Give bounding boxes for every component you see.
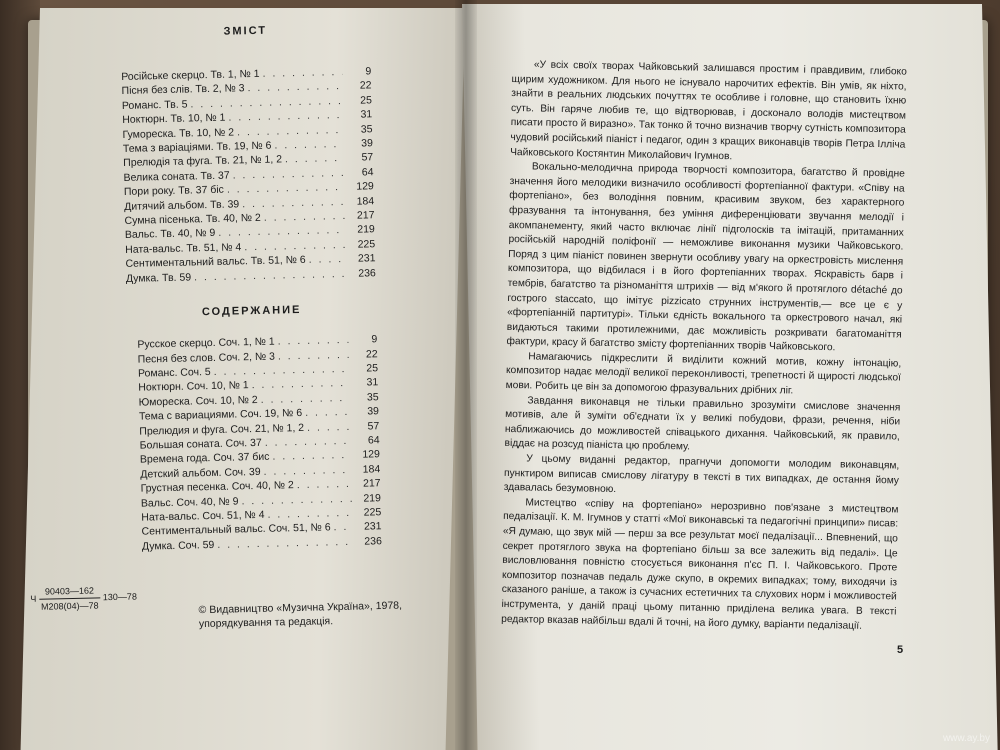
toc-list-ru xyxy=(137,332,382,553)
body-paragraph: Мистецтво «співу на фортепіано» нерозривно пов'язане з мистецтвом педалізації. К. М. Ігумнов у статті «Мої виконавські та педагогічні принципи» писав: «Я думаю, що звук мій — перш за все результат моєї педалізації... Впевнений, що секрет протяглого звука на фортепіано більш за все залежить від педалі». Це висловлювання повністю стосується виконання п'єс П. І. Чайковського. Проте композитор позначав педаль дуже скупо, в окремих випадках; тому, виходячи із сказаного раніше, а також із сучасних естетичних та слухових норм і можливостей інструмента, у даній праці цьому питанню приділена велика увага. В тексті редактор вказав найбільш вдалі й точні, на його думку, варіанти педалізації. xyxy=(501,497,899,632)
toc-entry-page: 236 xyxy=(364,534,383,548)
body-paragraph: Завдання виконавця не тільки правильно зрозуміти смислове значення мотивів, але й зуміти об'єднати їх у великі побудови, фрази, речення, ніби наближаючись до можливостей співацького дихання. Чайковський, як правило, віддає на розсуд піаніста цю проблему. xyxy=(504,395,901,453)
toc-leader-dots xyxy=(278,333,349,349)
toc-entry-title: Романс. Соч. 5 xyxy=(137,365,211,380)
toc-list-uk xyxy=(121,64,376,286)
catalog-suffix: 130—78 xyxy=(102,591,137,603)
toc-entry-page: 217 xyxy=(356,209,375,222)
toc-entry-title: Дитячий альбом. Тв. 39 xyxy=(124,198,240,213)
toc-leader-dots xyxy=(274,137,344,153)
toc-entry-page: 231 xyxy=(363,520,382,533)
toc-entry-page: 184 xyxy=(362,462,381,476)
toc-entry-title: Гумореска. Тв. 10, № 2 xyxy=(122,126,235,141)
watermark: www.ay.by xyxy=(942,733,990,744)
toc-entry-title: Тема с вариациями. Соч. 19, № 6 xyxy=(138,407,303,423)
catalog-denominator: М208(04)—78 xyxy=(40,600,99,612)
toc-entry-title: Думка. Тв. 59 xyxy=(125,271,192,285)
toc-leader-dots xyxy=(309,252,347,267)
publisher-notice xyxy=(198,598,439,631)
toc-entry-title: Ната-вальс. Соч. 51, № 4 xyxy=(141,508,265,524)
toc-entry-title: Сентиментальный вальс. Соч. 51, № 6 xyxy=(141,521,331,539)
toc-entry-title: Романс. Тв. 5 xyxy=(121,98,188,112)
toc-leader-dots xyxy=(194,267,347,285)
toc-leader-dots xyxy=(285,151,345,167)
body-paragraph: «У всіх своїх творах Чайковський залишався простим і правдивим, глибоко щирим художником. Для нього не існувало нарочитих ефектів. Він умів, як ніхто, знайти в реальних людських почуттях те особливе і головне, що становить їхню суть. Він гаряче любив те, що відтворював, і досконало володів мистецтвом писати просто й виразно». Так тонко й точно визначив творчу сутність композитора чудовий російський піаніст і педагог, один з кращих виконавців творів Петра Ілліча Чайковського Костянтин Миколайович Ігумнов. xyxy=(510,59,907,162)
toc-entry-page: 39 xyxy=(367,405,380,418)
toc-entry-title: Большая соната. Соч. 37 xyxy=(139,436,262,452)
toc-heading-ru: СОДЕРЖАНИЕ xyxy=(201,304,302,319)
body-paragraph: Намагаючись підкреслити й виділити кожний мотив, кожну інтонацію, композитор надає мелодії великої переконливості, трепетності й щирості людської мови. Робить це він за допомогою фразувальних дрібних ліг. xyxy=(505,351,902,397)
catalog-code xyxy=(30,582,161,614)
toc-entry-title: Песня без слов. Соч. 2, № 3 xyxy=(137,350,276,366)
toc-entry-page: 9 xyxy=(365,65,372,78)
toc-entry-title: Сентиментальний вальс. Тв. 51, № 6 xyxy=(125,254,306,271)
toc-leader-dots xyxy=(307,419,351,434)
catalog-numerator: 90403—162 xyxy=(39,583,101,599)
toc-entry-page: 35 xyxy=(360,122,373,136)
toc-entry-page: 22 xyxy=(359,79,372,92)
toc-entry-title: Детский альбом. Соч. 39 xyxy=(140,465,261,481)
toc-entry-page: 129 xyxy=(356,180,374,193)
toc-entry-page: 64 xyxy=(361,166,374,179)
toc-entry-page: 184 xyxy=(356,194,375,208)
toc-entry-page: 219 xyxy=(363,491,382,505)
toc-entry-title: Ната-вальс. Тв. 51, № 4 xyxy=(125,241,242,256)
toc-entry-title: Сумна пісенька. Тв. 40, № 2 xyxy=(124,211,261,228)
right-page-body xyxy=(501,58,907,635)
toc-entry-title: Пори року. Тв. 37 біс xyxy=(123,183,225,199)
toc-entry-page: 57 xyxy=(367,419,380,433)
toc-entry-page: 39 xyxy=(361,137,373,150)
toc-entry-page: 57 xyxy=(361,151,374,164)
toc-entry-page: 225 xyxy=(357,238,376,251)
toc-entry-title: Русское скерцо. Соч. 1, № 1 xyxy=(137,335,275,351)
toc-entry-page: 22 xyxy=(365,347,378,361)
toc-entry-page: 25 xyxy=(360,94,373,107)
catalog-letter: Ч xyxy=(30,593,37,604)
toc-entry-title: Ноктюрн. Тв. 10, № 1 xyxy=(122,111,226,127)
toc-entry-title: Російське скерцо. Тв. 1, № 1 xyxy=(121,67,260,83)
toc-entry-title: Ноктюрн. Соч. 10, № 1 xyxy=(138,379,249,394)
toc-entry-title: Прелюдия и фуга. Соч. 21, № 1, 2 xyxy=(139,421,305,438)
toc-entry-page: 129 xyxy=(362,448,381,461)
toc-entry-page: 31 xyxy=(360,108,373,121)
toc-entry-page: 9 xyxy=(371,333,378,346)
toc-entry-title: Велика соната. Тв. 37 xyxy=(123,169,230,184)
left-page-content xyxy=(120,14,382,554)
toc-leader-dots xyxy=(217,535,353,552)
toc-entry-title: Тема з варіаціями. Тв. 19, № 6 xyxy=(122,139,272,155)
toc-entry-page: 25 xyxy=(366,362,379,375)
toc-entry-page: 31 xyxy=(366,376,379,389)
toc-entry-page: 231 xyxy=(357,252,376,265)
toc-heading-uk: ЗМІСТ xyxy=(223,24,268,38)
book-gutter xyxy=(455,0,477,750)
toc-entry-title: Думка. Соч. 59 xyxy=(141,538,215,553)
toc-entry-page: 64 xyxy=(367,434,380,447)
toc-entry-title: Вальс. Тв. 40, № 9 xyxy=(124,227,216,242)
toc-entry-page: 35 xyxy=(366,390,379,404)
toc-entry-title: Пісня без слів. Тв. 2, № 3 xyxy=(121,82,245,98)
toc-entry-title: Вальс. Соч. 40, № 9 xyxy=(140,494,239,510)
toc-entry-title: Грустная песенка. Соч. 40, № 2 xyxy=(140,479,294,495)
toc-entry-title: Времена года. Соч. 37 бис xyxy=(139,451,270,467)
toc-leader-dots xyxy=(305,405,350,420)
toc-entry-title: Прелюдія та фуга. Тв. 21, № 1, 2 xyxy=(123,153,283,170)
body-paragraph: У цьому виданні редактор, прагнучи допомогти молодим виконавцям, пунктиром виписав смислову лігатуру в тексті в тих випадках, де остання йому здавалась безумовною. xyxy=(503,453,900,496)
publisher-line-2: упорядкування та редакція. xyxy=(198,615,334,631)
toc-leader-dots xyxy=(278,347,349,363)
catalog-fraction xyxy=(39,583,101,613)
toc-entry-page: 225 xyxy=(363,506,382,519)
toc-leader-dots xyxy=(297,477,352,493)
publisher-line-1: © Видавництво «Музична Україна», 1978, xyxy=(198,599,403,617)
body-paragraph: Вокально-мелодична природа творчості композитора, багатство й провідне значення його мелодики визначило особливості фортепіанної фактури. «Співу на фортепіано», без володіння повним, красивим звуком, без характерного фразування та інтонування, без уміння диференціювати звучання мелодії і акомпанементу, який часто включає лінії підголосків та імітацій, притаманних російській народній поліфонії — неможливе виконання музики Чайковського. Поряд з цим піаніст повинен звернути особливу увагу на оркестровість мислення композитора, що відбилася і в його фортепіанних творах. Яскравість барв і тембрів, багатство та різноманіття штрихів — від м'якого й протяглого détaché до гострого staccato, що імітує pizzicato струнних інструментів,— все це є у «фортепіанній партитурі». Тільки єдність вокального та оркестрового начал, які видаються такими протилежними, дає можливість розкривати багатоманіття фактури, красу й багатство змісту фортепіанних творів Чайковського. xyxy=(506,161,905,354)
toc-entry-page: 217 xyxy=(362,477,381,490)
page-number: 5 xyxy=(897,644,904,656)
toc-leader-dots xyxy=(333,520,352,535)
toc-entry-page: 219 xyxy=(357,223,375,237)
toc-entry-page: 236 xyxy=(358,266,376,280)
toc-entry-title: Юмореска. Соч. 10, № 2 xyxy=(138,393,258,409)
